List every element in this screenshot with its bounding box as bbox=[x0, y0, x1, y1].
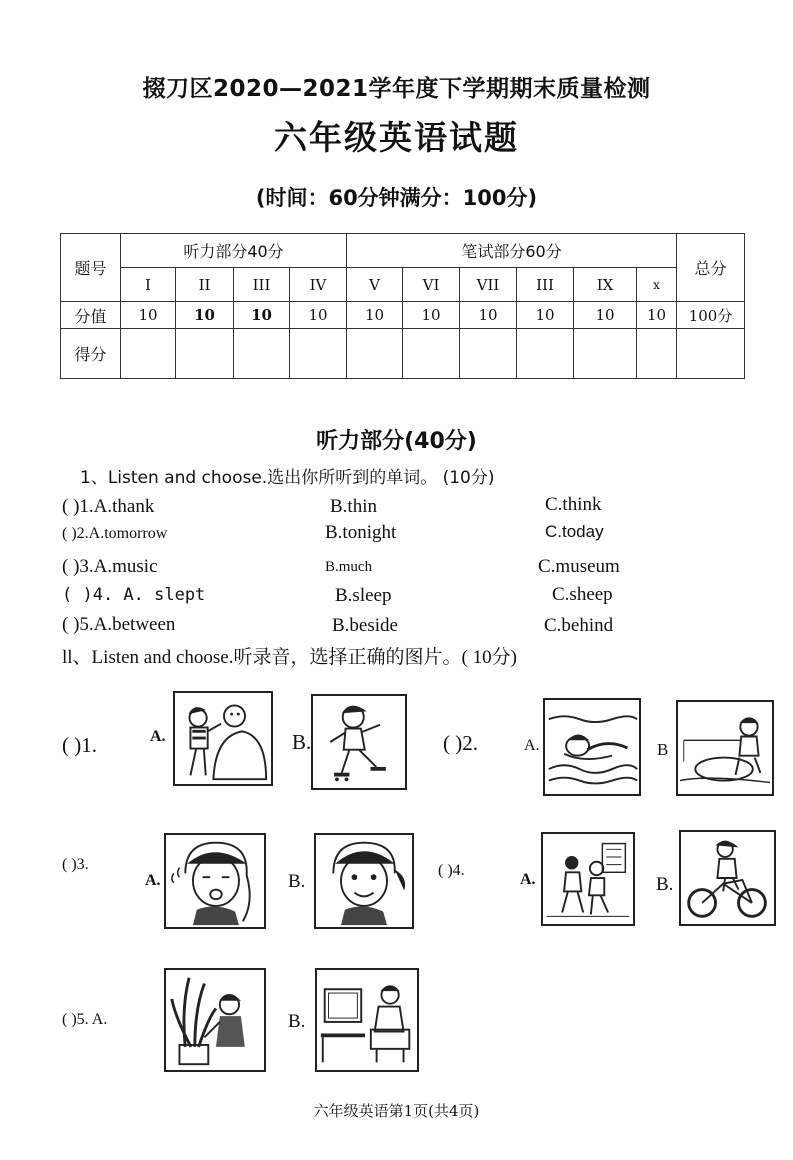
q2-picture-b[interactable] bbox=[676, 700, 774, 796]
q1-picture-a[interactable] bbox=[173, 691, 273, 786]
exam-header-line: 掇刀区2020—2021学年度下学期期末质量检测 bbox=[142, 76, 651, 102]
score-entry-cell[interactable] bbox=[517, 329, 574, 379]
part1-item-4-a: ( )4. A. slept bbox=[62, 585, 206, 605]
part1-item-5-b: B.beside bbox=[332, 615, 398, 636]
part2-title: ll、Listen and choose.听录音，选择正确的图片。( 10分) bbox=[62, 647, 517, 668]
numeral-cell: II bbox=[176, 268, 234, 302]
q4-option-a-label: A. bbox=[520, 871, 536, 888]
numeral-cell: VI bbox=[403, 268, 460, 302]
q2-option-b-label: B bbox=[657, 740, 669, 759]
score-entry-cell[interactable] bbox=[574, 329, 637, 379]
points-cell: 10 bbox=[517, 302, 574, 329]
q3-picture-b[interactable] bbox=[314, 833, 414, 929]
part1-item-5-c: C.behind bbox=[544, 615, 614, 636]
points-cell: 10 bbox=[403, 302, 460, 329]
part1-item-3-a: ( )3.A.music bbox=[62, 556, 158, 577]
q1-option-a-label: A. bbox=[150, 728, 166, 745]
score-table bbox=[60, 233, 745, 379]
girl-smiling-icon bbox=[316, 835, 412, 927]
row-label-score: 得分 bbox=[61, 329, 121, 379]
points-cell: 10 bbox=[574, 302, 637, 329]
points-cell: 10 bbox=[637, 302, 677, 329]
numeral-cell: IV bbox=[290, 268, 347, 302]
points-cell: 10 bbox=[121, 302, 176, 329]
part1-item-2-b: B.tonight bbox=[325, 522, 397, 543]
part1-title: 1、Listen and choose.选出你所听到的单词。 (10分) bbox=[80, 468, 495, 488]
part1-item-3-b: B.much bbox=[325, 559, 373, 575]
score-entry-cell[interactable] bbox=[234, 329, 290, 379]
score-entry-cell[interactable] bbox=[176, 329, 234, 379]
q5-picture-b[interactable] bbox=[315, 968, 419, 1072]
part1-item-3-c: C.museum bbox=[538, 556, 620, 577]
listening-section-title: 听力部分(40分) bbox=[316, 429, 477, 454]
score-entry-cell[interactable] bbox=[290, 329, 347, 379]
exam-title: 六年级英语试题 bbox=[274, 118, 519, 157]
written-part-label: 笔试部分60分 bbox=[347, 234, 677, 268]
q4-picture-a[interactable] bbox=[541, 832, 635, 926]
boy-fishing-icon bbox=[678, 702, 772, 794]
numeral-cell: I bbox=[121, 268, 176, 302]
points-cell: 10 bbox=[290, 302, 347, 329]
numeral-cell: x bbox=[637, 268, 677, 302]
score-entry-cell[interactable] bbox=[460, 329, 517, 379]
q4-picture-b[interactable] bbox=[679, 830, 776, 926]
part2-q4-label: ( )4. bbox=[438, 862, 465, 879]
numeral-cell: IX bbox=[574, 268, 637, 302]
score-entry-cell[interactable] bbox=[637, 329, 677, 379]
girl-riding-bike-icon bbox=[681, 832, 774, 924]
q3-option-b-label: B. bbox=[288, 871, 306, 892]
boy-watering-plant-icon bbox=[166, 970, 264, 1070]
score-entry-cell[interactable] bbox=[403, 329, 460, 379]
children-walking-icon bbox=[543, 834, 633, 924]
part2-q2-label: ( )2. bbox=[443, 731, 478, 755]
total-score-entry-cell[interactable] bbox=[677, 329, 745, 379]
part1-item-1-a: ( )1.A.thank bbox=[62, 496, 155, 517]
part1-item-2-c: C.today bbox=[545, 522, 604, 541]
total-points-cell: 100分 bbox=[677, 302, 745, 329]
page-footer: 六年级英语第1页(共4页) bbox=[313, 1102, 480, 1120]
part1-item-1-c: C.think bbox=[545, 494, 602, 515]
q4-option-b-label: B. bbox=[656, 874, 674, 895]
part2-q1-label: ( )1. bbox=[62, 733, 97, 757]
q2-option-a-label: A. bbox=[524, 737, 540, 754]
points-cell: 10 bbox=[460, 302, 517, 329]
q5-picture-a[interactable] bbox=[164, 968, 266, 1072]
q3-picture-a[interactable] bbox=[164, 833, 266, 929]
part1-item-2-a: ( )2.A.tomorrow bbox=[62, 525, 168, 542]
part2-q3-label: ( )3. bbox=[62, 856, 89, 873]
q5-option-b-label: B. bbox=[288, 1011, 306, 1032]
q1-option-b-label: B. bbox=[292, 730, 312, 754]
points-cell: 10 bbox=[176, 302, 234, 329]
total-label: 总分 bbox=[677, 234, 745, 302]
score-entry-cell[interactable] bbox=[121, 329, 176, 379]
row-label-points: 分值 bbox=[61, 302, 121, 329]
girl-roller-skating-icon bbox=[313, 696, 405, 788]
listening-part-label: 听力部分40分 bbox=[121, 234, 347, 268]
points-cell: 10 bbox=[347, 302, 403, 329]
part1-item-4-c: C.sheep bbox=[552, 584, 613, 605]
q3-option-a-label: A. bbox=[145, 872, 161, 889]
part1-item-4-b: B.sleep bbox=[335, 585, 392, 606]
points-cell: 10 bbox=[234, 302, 290, 329]
score-entry-cell[interactable] bbox=[347, 329, 403, 379]
row-label-question-no: 题号 bbox=[61, 234, 121, 302]
numeral-cell: V bbox=[347, 268, 403, 302]
girl-building-snowman-icon bbox=[175, 693, 271, 784]
exam-subtitle: (时间：60分钟满分：100分) bbox=[255, 186, 538, 210]
q2-picture-a[interactable] bbox=[543, 698, 641, 796]
boy-watching-tv-icon bbox=[317, 970, 417, 1070]
numeral-cell: VII bbox=[460, 268, 517, 302]
part1-item-1-b: B.thin bbox=[330, 496, 377, 517]
numeral-cell: III bbox=[234, 268, 290, 302]
q1-picture-b[interactable] bbox=[311, 694, 407, 790]
part1-item-5-a: ( )5.A.between bbox=[62, 614, 176, 635]
part2-q5-label: ( )5. A. bbox=[62, 1011, 108, 1028]
numeral-cell: III bbox=[517, 268, 574, 302]
girl-crying-icon bbox=[166, 835, 264, 927]
child-swimming-icon bbox=[545, 700, 639, 794]
